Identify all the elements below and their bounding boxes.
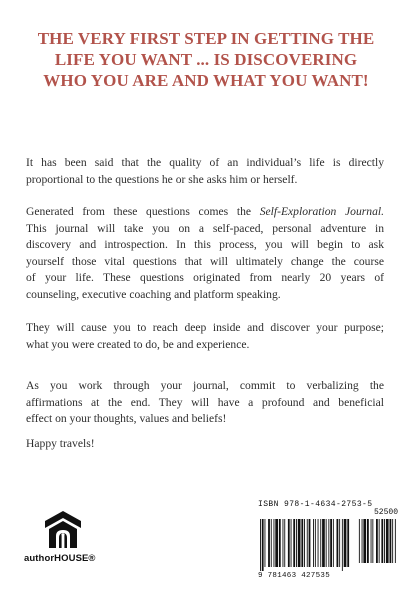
- barcode-bar: [279, 519, 281, 567]
- paragraph-happy-travels: [26, 436, 384, 453]
- paragraph-affirmations: [26, 378, 384, 428]
- barcode-bar: [301, 519, 303, 567]
- paragraph-line: Happy travels!: [26, 437, 95, 450]
- barcode-addon-bar: [376, 519, 378, 563]
- authorhouse-logo-icon: [44, 510, 82, 550]
- barcode-addon-bar: [381, 519, 383, 563]
- barcode-addon-bar: [362, 519, 363, 563]
- paragraph-line: They will cause you to reach deep inside and discover your purpose;: [26, 321, 384, 334]
- barcode-bar: [326, 519, 327, 567]
- barcode-bar: [342, 519, 343, 571]
- paragraph-line: proportional to the questions he or she asks him or herself.: [26, 172, 298, 186]
- barcode-bar: [260, 519, 261, 571]
- barcode-bar: [288, 519, 290, 567]
- paragraph-line: discovery and introspection. In this process, you will begin to ask: [26, 238, 384, 252]
- barcode-addon-bar: [372, 519, 373, 563]
- barcode-bar: [298, 519, 301, 567]
- barcode-bar: [304, 519, 305, 567]
- barcode-bar: [307, 519, 308, 567]
- headline-line: LIFE YOU WANT ... IS DISCOVERING: [54, 50, 358, 69]
- barcode-addon-bar: [359, 519, 360, 563]
- barcode-addon-bar: [379, 519, 380, 563]
- paragraph-line: It has been said that the quality of an individual’s life is directly: [26, 156, 384, 169]
- barcode-bar: [265, 519, 266, 567]
- barcode-bar: [284, 519, 285, 567]
- paragraph-line: yourself those vital questions that will ultimately change the course: [26, 254, 384, 268]
- publisher-name: authorHOUSE®: [24, 553, 96, 564]
- barcode-bar: [318, 519, 319, 567]
- publisher-logo: [24, 510, 110, 564]
- barcode-icon: [258, 519, 398, 571]
- barcode-bar: [313, 519, 314, 567]
- barcode-bar: [293, 519, 295, 567]
- paragraph-line: This journal will take you on a self-paced, personal adventure in: [26, 221, 384, 235]
- paragraph-line: counseling, executive coaching and platform speaking.: [26, 287, 281, 301]
- barcode-bar: [344, 519, 347, 567]
- barcode-bar: [315, 519, 316, 567]
- barcode-bar: [320, 519, 321, 567]
- barcode-addon-bar: [363, 519, 366, 563]
- paragraph-line: what you were created to do, be and experience.: [26, 337, 250, 351]
- barcode-bar: [322, 519, 325, 567]
- journal-title: Self-Exploration Journal.: [259, 205, 384, 218]
- barcode-addon-bar: [371, 519, 372, 563]
- paragraph-line: As you work through your journal, commit to verbalizing the: [26, 379, 384, 392]
- headline-line: WHO YOU ARE AND WHAT YOU WANT!: [43, 71, 369, 90]
- barcode-bar: [347, 519, 349, 567]
- barcode-addon-bar: [395, 519, 396, 563]
- barcode-digits: 9 781463 427535: [258, 572, 331, 580]
- headline-line: THE VERY FIRST STEP IN GETTING THE: [37, 29, 375, 48]
- barcode-bar: [328, 519, 329, 567]
- paragraph-line: of your life. These questions originated from nearly 20 years of: [26, 271, 384, 285]
- isbn-label: ISBN 978-1-4634-2753-5: [258, 500, 373, 509]
- barcode-bar: [337, 519, 339, 567]
- barcode-bar: [333, 519, 334, 567]
- barcode-bars: [258, 519, 398, 571]
- paragraph-line-prefix: Generated from these questions comes the: [26, 205, 260, 218]
- barcode-addon-bar: [392, 519, 393, 563]
- paragraph-line: affirmations at the end. They will have a profound and beneficial: [26, 395, 384, 409]
- barcode-bar: [309, 519, 311, 567]
- barcode-addon-bar: [367, 519, 369, 563]
- barcode-bar: [262, 519, 264, 571]
- paragraph-line: [26, 204, 384, 221]
- paragraph-line: effect on your thoughts, values and beliefs!: [26, 412, 227, 426]
- paragraph-journal-description: [26, 204, 384, 304]
- paragraph-purpose: [26, 320, 384, 353]
- paragraph-quality-of-life: [26, 155, 384, 188]
- barcode-bar: [283, 519, 284, 567]
- barcode-bar: [271, 519, 272, 567]
- barcode-bar: [275, 519, 278, 567]
- barcode-addon-bar: [390, 519, 392, 563]
- barcode-bar: [296, 519, 297, 567]
- barcode-bar: [291, 519, 292, 567]
- price-code: 52500: [373, 508, 398, 517]
- barcode-bar: [268, 519, 270, 567]
- barcode-addon-bar: [386, 519, 389, 563]
- barcode-addon-bar: [384, 519, 385, 563]
- isbn-barcode-block: [258, 500, 398, 580]
- cover-headline: [18, 28, 394, 91]
- barcode-bar: [330, 519, 332, 567]
- barcode-bar: [339, 519, 340, 567]
- barcode-bar: [274, 519, 275, 567]
